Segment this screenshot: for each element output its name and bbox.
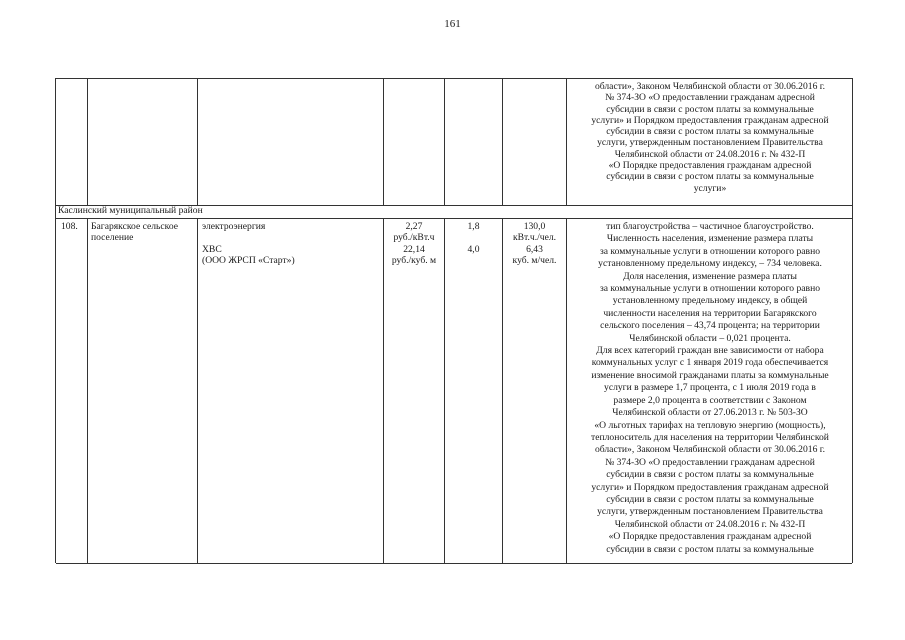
text-line: субсидии в связи с ростом платы за коммунальные xyxy=(606,543,814,555)
tariff-value xyxy=(384,221,444,244)
settlement-name-line: поселение xyxy=(91,232,134,244)
norm-value xyxy=(503,244,566,267)
text-line: Численность населения, изменение размера платы xyxy=(606,233,814,245)
text-line: размере 2,0 процента в соответствии с Законом xyxy=(613,394,807,406)
text-line: Челябинской области от 24.08.2016 г. № 432-П xyxy=(614,148,806,160)
column-divider xyxy=(197,218,198,563)
text-line: услуги» и Порядком предоставления гражданам адресной xyxy=(591,481,829,493)
continuation-text xyxy=(568,81,852,194)
column-divider xyxy=(197,79,198,205)
text-line: Челябинской области – 0,021 процента. xyxy=(629,332,791,344)
text-line: за коммунальные услуги в отношении которого равно xyxy=(599,283,821,295)
page-number: 161 xyxy=(444,18,461,30)
column-divider xyxy=(87,218,88,563)
service-name: электроэнергия xyxy=(202,221,266,232)
text-line: коммунальных услуг с 1 января 2019 года обеспечивается xyxy=(591,357,829,369)
tariff-table xyxy=(55,78,853,563)
district-header: Каслинский муниципальный район xyxy=(58,205,203,216)
text-line: области», Законом Челябинской области от 30.06.2016 г. xyxy=(594,444,826,456)
text-line: численности населения на территории Багарякского xyxy=(603,307,817,319)
text-line: № 374-ЗО «О предоставлении гражданам адресной xyxy=(605,456,815,468)
text-line: субсидии в связи с ростом платы за коммунальные xyxy=(606,469,814,481)
column-divider xyxy=(87,79,88,205)
norm-amount: 6,43 xyxy=(526,244,543,255)
service-name xyxy=(202,244,295,267)
row-description xyxy=(568,221,852,556)
index-value: 4,0 xyxy=(467,244,480,255)
column-divider xyxy=(566,218,567,563)
text-line: № 374-ЗО «О предоставлении гражданам адресной xyxy=(605,92,815,104)
text-line: Доля населения, изменение размера платы xyxy=(623,270,797,282)
column-divider xyxy=(566,79,567,205)
text-line: «О Порядке предоставления гражданам адресной xyxy=(608,531,812,543)
text-line: тип благоустройства – частичное благоустройство. xyxy=(606,221,814,232)
row-divider xyxy=(56,563,852,564)
norm-unit: кВт.ч./чел. xyxy=(512,232,557,244)
text-line: услуги, утвержденным постановлением Правительства xyxy=(597,137,823,149)
text-line: услуги» и Порядком предоставления гражданам адресной xyxy=(591,114,829,126)
text-line: «О Порядке предоставления гражданам адресной xyxy=(608,160,812,172)
text-line: услуги» xyxy=(693,182,727,194)
text-line: услуги, утвержденным постановлением Правительства xyxy=(597,506,823,518)
column-divider xyxy=(383,79,384,205)
norm-amount: 130,0 xyxy=(523,221,546,232)
text-line: субсидии в связи с ростом платы за коммунальные xyxy=(606,126,814,138)
text-line: «О льготных тарифах на тепловую энергию (мощность), xyxy=(594,419,826,431)
text-line: установленному предельному индексу, в общей xyxy=(612,295,808,307)
text-line: Челябинской области от 27.06.2013 г. № 503-ЗО xyxy=(612,407,808,419)
column-divider xyxy=(502,79,503,205)
text-line: теплоноситель для населения на территории Челябинской xyxy=(591,431,829,443)
text-line: Челябинской области от 24.08.2016 г. № 432-П xyxy=(614,518,806,530)
text-line: изменение вносимой гражданами платы за коммунальные xyxy=(591,369,829,381)
column-divider xyxy=(502,218,503,563)
settlement-name xyxy=(91,221,178,244)
row-number: 108. xyxy=(61,221,78,232)
index-value: 1,8 xyxy=(467,221,480,232)
text-line: субсидии в связи с ростом платы за коммунальные xyxy=(606,171,814,183)
text-line: за коммунальные услуги в отношении которого равно xyxy=(599,245,821,257)
text-line: Для всех категорий граждан вне зависимости от набора xyxy=(596,345,824,357)
tariff-amount: 22,14 xyxy=(403,244,425,255)
text-line: субсидии в связи с ростом платы за коммунальные xyxy=(606,493,814,505)
column-divider xyxy=(383,218,384,563)
text-line: установленному предельному индексу, – 734 человека. xyxy=(598,258,822,270)
norm-value xyxy=(503,221,566,244)
tariff-value xyxy=(384,244,444,267)
column-divider xyxy=(444,218,445,563)
text-line: сельского поселения – 43,74 процента; на территории xyxy=(600,320,820,332)
settlement-name-line: Багарякское сельское xyxy=(91,221,178,232)
text-line: субсидии в связи с ростом платы за коммунальные xyxy=(606,103,814,115)
service-provider: (ООО ЖРСП «Старт») xyxy=(202,255,295,267)
row-divider xyxy=(56,218,852,219)
tariff-unit: руб./куб. м xyxy=(391,255,437,267)
tariff-unit: руб./кВт.ч xyxy=(393,232,435,244)
tariff-amount: 2,27 xyxy=(405,221,423,232)
service-name-line: ХВС xyxy=(202,244,222,255)
norm-unit: куб. м/чел. xyxy=(512,255,557,267)
text-line: услуги в размере 1,7 процента, с 1 июля 2019 года в xyxy=(604,382,816,394)
column-divider xyxy=(444,79,445,205)
text-line: области», Законом Челябинской области от 30.06.2016 г. xyxy=(594,81,826,92)
